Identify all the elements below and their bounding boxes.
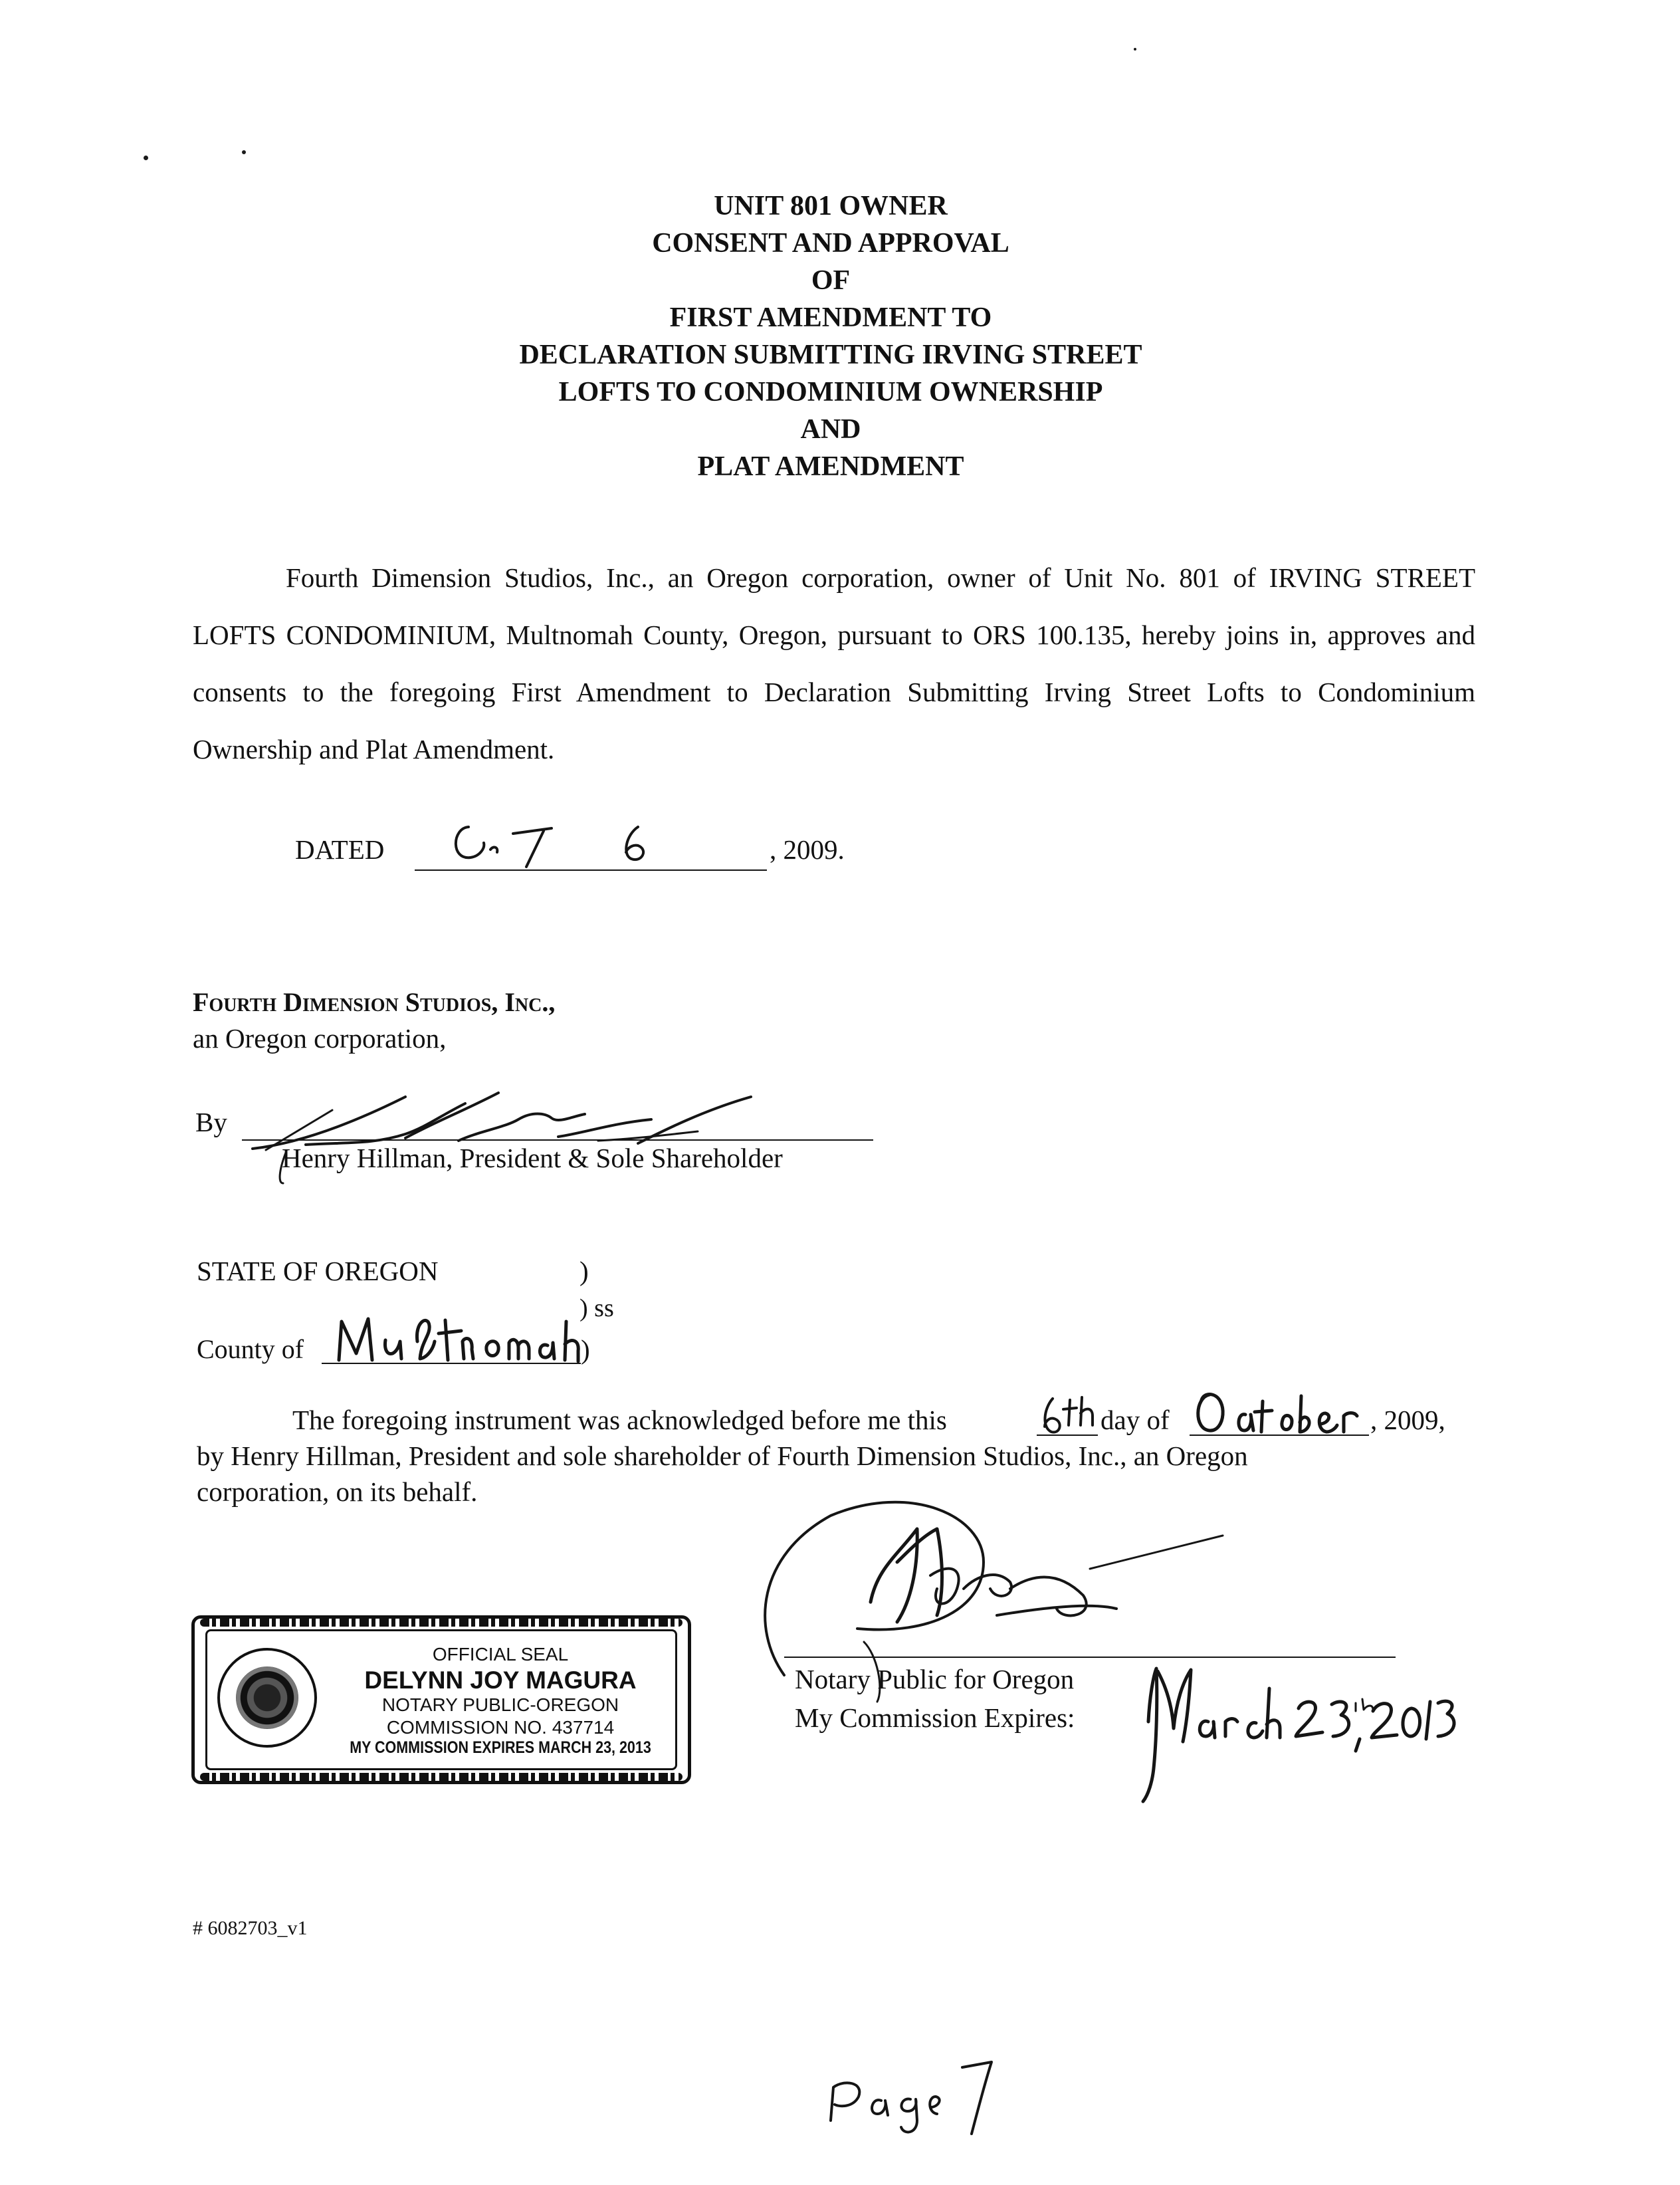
notary-official-seal-stamp (191, 1615, 691, 1784)
state-seal-emblem (236, 1667, 298, 1729)
scan-speck (144, 156, 148, 160)
dated-underline (415, 869, 767, 871)
scan-speck (1134, 48, 1136, 51)
venue-ss: ) ss (579, 1294, 614, 1322)
ack-text-line2: by Henry Hillman, President and sole shareholder of Fourth Dimension Studios, Inc., an Oregon (197, 1440, 1248, 1471)
ack-day-handwriting (1034, 1393, 1107, 1440)
company-name: Fourth Dimension Studios, Inc., (193, 987, 556, 1017)
venue-paren: ) (579, 1256, 589, 1286)
dated-label: DATED (295, 834, 385, 865)
county-handwriting (322, 1302, 587, 1368)
ack-text-a: The foregoing instrument was acknowledged before me this (292, 1405, 947, 1435)
ack-text-c: , 2009, (1370, 1405, 1445, 1435)
county-underline (322, 1363, 581, 1364)
title-line: DECLARATION SUBMITTING IRVING STREET (519, 340, 1142, 370)
company-description: an Oregon corporation, (193, 1023, 447, 1054)
consent-paragraph: Fourth Dimension Studios, Inc., an Oregon corporation, owner of Unit No. 801 of IRVING STREET LOFTS CONDOMINIUM, Multnomah County, Oregon, pursuant to ORS 100.135, hereby joins in, approves and consents to the foregoing First Amendment to Declaration Submitting Irving Street Lofts to Condominium Ownership and Plat Amendment. (193, 562, 1475, 764)
by-label: By (195, 1107, 227, 1137)
dated-year: , 2009. (770, 834, 845, 865)
title-line: PLAT AMENDMENT (697, 451, 964, 482)
title-line: LOFTS TO CONDOMINIUM OWNERSHIP (558, 377, 1103, 407)
commission-expires-handwriting (1130, 1662, 1462, 1808)
county-label: County of (197, 1334, 304, 1364)
ack-month-underline (1190, 1435, 1369, 1436)
notary-public-label: Notary Public for Oregon (795, 1664, 1075, 1694)
notary-signature-line (784, 1657, 1396, 1658)
stamp-commission-expires: MY COMMISSION EXPIRES MARCH 23, 2013 (350, 1738, 651, 1757)
title-line: FIRST AMENDMENT TO (669, 302, 992, 333)
stamp-heading: OFFICIAL SEAL (432, 1644, 569, 1665)
page-number-handwriting (817, 2047, 1017, 2147)
title-line: AND (800, 414, 861, 445)
ack-text-b: day of (1101, 1405, 1170, 1435)
notary-signature (744, 1489, 1263, 1735)
title-line: CONSENT AND APPROVAL (652, 228, 1009, 259)
commission-expires-label: My Commission Expires: (795, 1702, 1075, 1733)
title-line: UNIT 801 OWNER (714, 191, 948, 221)
stamp-notary-name: DELYNN JOY MAGURA (364, 1667, 637, 1694)
stamp-border-bottom (200, 1773, 682, 1781)
stamp-border-top (200, 1619, 682, 1627)
venue-paren: ) (581, 1334, 590, 1365)
signature-line (242, 1139, 873, 1141)
venue-state: STATE OF OREGON (197, 1256, 439, 1286)
stamp-commission-number: COMMISSION NO. 437714 (386, 1717, 615, 1738)
signer-name-title: Henry Hillman, President & Sole Shareholder (282, 1143, 783, 1173)
ack-day-underline (1037, 1435, 1098, 1436)
dated-handwriting (439, 808, 704, 875)
document-title (399, 187, 1263, 485)
ack-month-handwriting (1190, 1383, 1376, 1442)
document-number: # 6082703_v1 (193, 1917, 308, 1939)
state-seal-icon (217, 1648, 317, 1748)
stamp-notary-title: NOTARY PUBLIC-OREGON (381, 1694, 619, 1715)
title-line: OF (811, 265, 851, 296)
ack-text-line3: corporation, on its behalf. (197, 1476, 478, 1507)
scan-speck (242, 150, 246, 154)
